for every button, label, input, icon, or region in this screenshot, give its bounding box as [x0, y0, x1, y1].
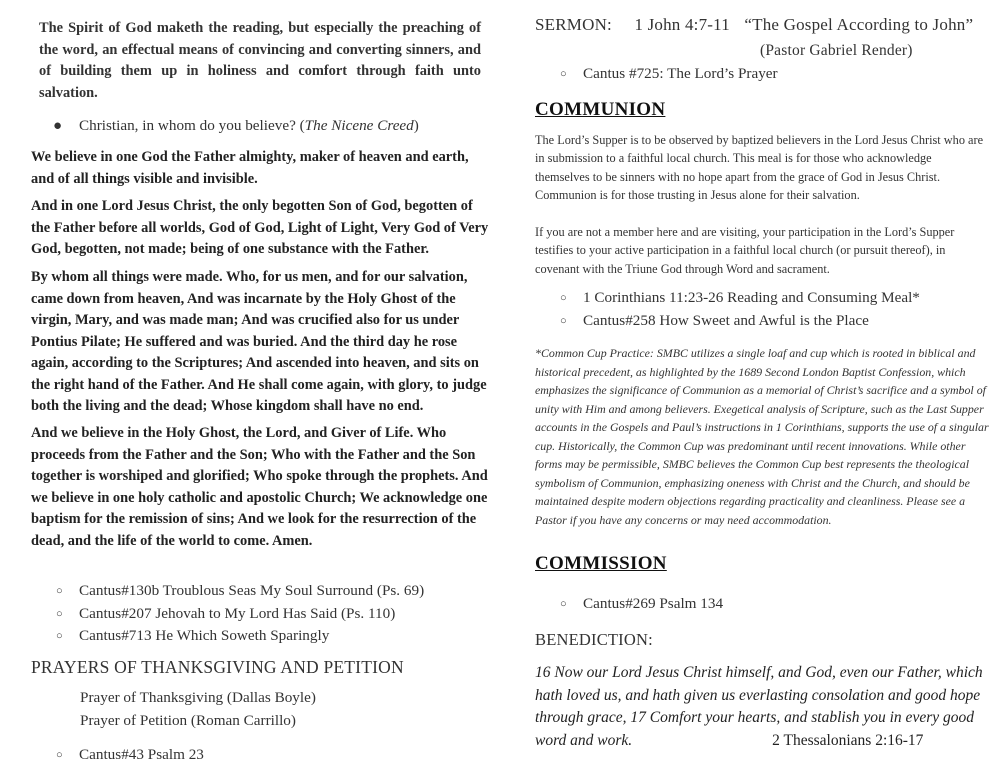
intro-paragraph: The Spirit of God maketh the reading, but especially the preaching of the word, an effectual means of convincing and converting sinners, and of building them up in holiness and comfort through faith unto salvation. [39, 20, 481, 101]
creed-question-text: Christian, in whom do you believe? ( [79, 117, 305, 134]
communion-heading: COMMUNION [535, 99, 666, 120]
benediction-text [535, 662, 987, 753]
sermon-title: “The Gospel According to John” [744, 15, 974, 34]
prayers-heading: PRAYERS OF THANKSGIVING AND PETITION [31, 657, 404, 677]
sermon-line [535, 14, 973, 36]
communion-item-1 [560, 288, 920, 308]
cantus-item-last [56, 745, 204, 765]
cantus-item-label: Cantus#713 He Which Soweth Sparingly [79, 627, 330, 644]
circle-bullet-icon: ○ [56, 608, 63, 620]
creed-paragraph-4: And we believe in the Holy Ghost, the Lord, and Giver of Life. Who proceeds from the Father and the Son; Who with the Father and the Son together is worshiped and glorified; Who spoke through the prophets. And we believe in one holy catholic and apostolic Church; We acknowledge one baptism for the remission of sins; And we look for the resurrection of the dead, and the life of the world to come. Amen. [31, 425, 488, 549]
circle-bullet-icon: ○ [560, 292, 567, 304]
cantus-item-2 [56, 604, 396, 624]
circle-bullet-icon: ○ [560, 315, 567, 327]
circle-bullet-icon: ○ [560, 68, 567, 80]
common-cup-paragraph [535, 344, 993, 529]
communion-item-2 [560, 311, 869, 331]
communion-paragraph-2: If you are not a member here and are visiting, your participation in the Lord’s Supper testifies to your active participation in a faithful local church (or pursuit thereof), in covenant with the Triune God through Word and sacrament. [535, 225, 955, 276]
cantus-item-3 [56, 626, 330, 646]
sermon-label: SERMON: [535, 15, 612, 34]
circle-bullet-icon: ○ [56, 630, 63, 642]
benediction-reference: 2 Thessalonians 2:16-17 [772, 732, 924, 750]
benediction-verse: 16 Now our Lord Jesus Christ himself, and God, even our Father, which hath loved us, and hath given us everlasting consolation and good hope through grace, 17 Comfort your hearts, and stablish you in every good word and work. [535, 664, 983, 750]
sermon-cantus-label: Cantus #725: The Lord’s Prayer [583, 65, 778, 82]
common-cup-text: SMBC utilizes a single loaf and cup which is rooted in biblical and historical precedent, as highlighted by the 1689 Second London Baptist Confession, which emphasizes the significance of Communion as a memorial of Christ’s sacrifice and a symbol of unity with Him and among believers. Exegetical analysis of Scripture, such as the Last Supper accounts in the Gospels and Paul’s instructions in 1 Corinthians, supports the use of a singular cup. Historically, the Common Cup was predominant until recent innovations. While other forms may be permissible, SMBC believes the Common Cup best represents the theological symbolism of Communion, emphasizing oneness with Christ and the Church, and should be maintained despite modern objections regarding practicality and cleanliness. Please see a Pastor if you have any concerns or may need accommodation. [535, 346, 989, 527]
cantus-item-label: Cantus#207 Jehovah to My Lord Has Said (Ps. 110) [79, 605, 396, 622]
creed-paragraph-1: We believe in one God the Father almighty, maker of heaven and earth, and of all things visible and invisible. [31, 149, 469, 187]
circle-bullet-icon: ○ [56, 585, 63, 597]
commission-heading: COMMISSION [535, 553, 667, 574]
communion-item-label: Cantus#258 How Sweet and Awful is the Place [583, 312, 869, 329]
creed-question-close: ) [413, 117, 419, 134]
creed-paragraph-2: And in one Lord Jesus Christ, the only begotten Son of God, begotten of the Father before all worlds, God of God, Light of Light, Very God of Very God, begotten, not made; being of one substance with the Father. [31, 198, 489, 257]
circle-bullet-icon: ○ [56, 749, 63, 761]
cantus-item-1 [56, 581, 425, 601]
creed-paragraph-3: By whom all things were made. Who, for us men, and for our salvation, came down from heaven, And was incarnate by the Holy Ghost of the virgin, Mary, and was made man; And was crucified also for us under Pontius Pilate; He suffered and was buried. And the third day he rose again, according to the Scriptures; And ascended into heaven, and sits on the right hand of the Father. And He shall come again, with glory, to judge both the living and the dead; Whose kingdom shall have no end. [31, 269, 487, 414]
commission-cantus [560, 594, 724, 614]
sermon-pastor: (Pastor Gabriel Render) [760, 42, 913, 59]
cantus-item-label: Cantus#43 Psalm 23 [79, 746, 204, 763]
communion-item-label: 1 Corinthians 11:23-26 Reading and Consuming Meal* [583, 289, 920, 306]
circle-bullet-icon: ○ [560, 598, 567, 610]
creed-question-item [53, 116, 419, 136]
creed-title: The Nicene Creed [304, 117, 414, 134]
communion-paragraph-1: The Lord’s Supper is to be observed by baptized believers in the Lord Jesus Christ who are in submission to a faithful local church. This meal is for those who acknowledge themselves to be sinners with no hope apart from the grace of God in Jesus Christ. Communion is for those trusting in Jesus alone for their salvation. [535, 133, 984, 202]
commission-cantus-label: Cantus#269 Psalm 134 [583, 595, 724, 612]
cantus-item-label: Cantus#130b Troublous Seas My Soul Surround (Ps. 69) [79, 582, 425, 599]
prayer-thanksgiving: Prayer of Thanksgiving (Dallas Boyle) [80, 689, 316, 706]
prayer-petition: Prayer of Petition (Roman Carrillo) [80, 712, 296, 729]
sermon-text: 1 John 4:7-11 [634, 15, 730, 34]
common-cup-label: *Common Cup Practice: [535, 346, 654, 360]
bullet-icon: ● [53, 118, 63, 134]
benediction-heading: BENEDICTION: [535, 630, 653, 649]
sermon-cantus [560, 64, 778, 84]
